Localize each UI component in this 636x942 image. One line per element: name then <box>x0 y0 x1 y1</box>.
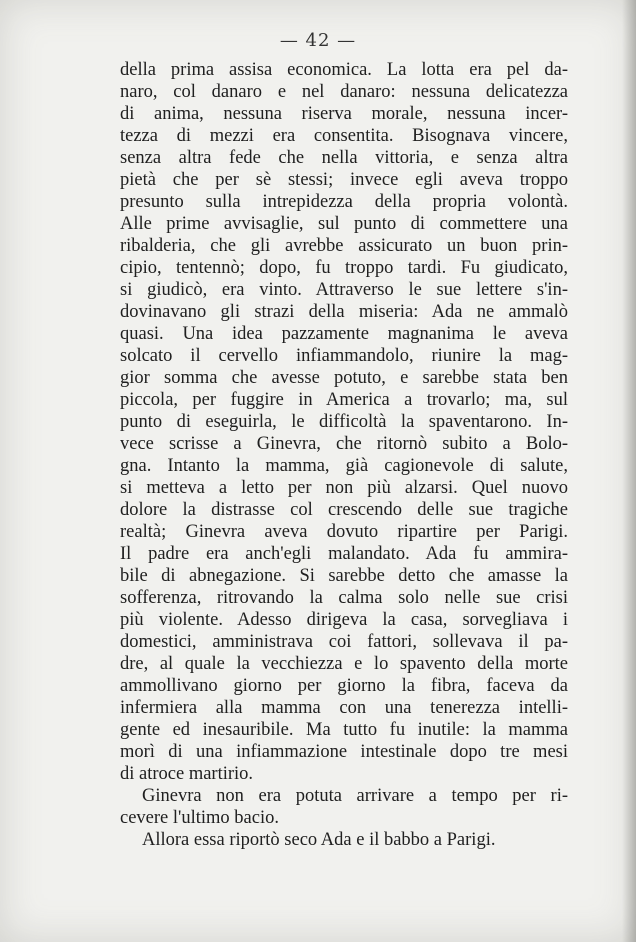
text-line: dolore la distrasse col crescendo delle sue tragiche <box>120 500 568 520</box>
text-line: bile di abnegazione. Si sarebbe detto che amasse la <box>120 566 568 586</box>
page-edge-shadow <box>622 0 636 942</box>
text-line: Il padre era anch'egli malandato. Ada fu ammira- <box>120 544 568 564</box>
text-line: gna. Intanto la mamma, già cagionevole di salute, <box>120 456 568 476</box>
page-number: — 42 — <box>279 30 357 51</box>
text-line: infermiera alla mamma con una tenerezza intelli- <box>120 698 568 718</box>
text-line: dovinavano gli strazi della miseria: Ada ne ammalò <box>120 302 568 322</box>
text-line: si metteva a letto per non più alzarsi. Quel nuovo <box>120 478 568 498</box>
text-line: cevere l'ultimo bacio. <box>120 808 279 828</box>
text-line: Allora essa riportò seco Ada e il babbo a Parigi. <box>142 830 496 850</box>
text-line: di atroce martirio. <box>120 764 254 784</box>
text-line: Ginevra non era potuta arrivare a tempo per ri- <box>142 786 568 806</box>
text-line: gior somma che avesse potuto, e sarebbe stata ben <box>120 368 568 388</box>
text-line: realtà; Ginevra aveva dovuto ripartire per Parigi. <box>120 522 568 542</box>
text-line: gente ed inesauribile. Ma tutto fu inutile: la mamma <box>120 720 568 740</box>
text-line: piccola, per fuggire in America a trovarlo; ma, sul <box>120 390 568 410</box>
text-line: quasi. Una idea pazzamente magnanima le aveva <box>120 324 568 344</box>
text-line: si giudicò, era vinto. Attraverso le sue lettere s'in- <box>120 280 568 300</box>
text-line: vece scrisse a Ginevra, che ritornò subito a Bolo- <box>120 434 568 454</box>
text-line: della prima assisa economica. La lotta era pel da- <box>120 60 568 80</box>
text-line: sofferenza, ritrovando la calma solo nelle sue crisi <box>120 588 568 608</box>
text-line: domestici, amministrava coi fattori, sollevava il pa- <box>120 632 568 652</box>
text-line: naro, col danaro e nel danaro: nessuna delicatezza <box>120 82 568 102</box>
text-line: di anima, nessuna riserva morale, nessuna incer- <box>120 104 568 124</box>
text-line: ammollivano giorno per giorno la fibra, faceva da <box>120 676 568 696</box>
text-line: dre, al quale la vecchiezza e lo spavento della morte <box>120 654 568 674</box>
text-line: pietà che per sè stessi; invece egli aveva troppo <box>120 170 568 190</box>
text-line: punto di eseguirla, le difficoltà la spaventarono. In- <box>120 412 568 432</box>
text-line: cipio, tentennò; dopo, fu troppo tardi. Fu giudicato, <box>120 258 568 278</box>
text-line: tezza di mezzi era consentita. Bisognava vincere, <box>120 126 568 146</box>
text-line: più violente. Adesso dirigeva la casa, sorvegliava i <box>120 610 568 630</box>
text-line: morì di una infiammazione intestinale dopo tre mesi <box>120 742 568 762</box>
body-text <box>120 59 568 851</box>
text-line: solcato il cervello infiammandolo, riunire la mag- <box>120 346 568 366</box>
text-line: ribalderia, che gli avrebbe assicurato un buon prin- <box>120 236 568 256</box>
text-line: presunto sulla intrepidezza della propria volontà. <box>120 192 568 212</box>
text-line: Alle prime avvisaglie, sul punto di commettere una <box>120 214 568 234</box>
text-line: senza altra fede che nella vittoria, e senza altra <box>120 148 568 168</box>
